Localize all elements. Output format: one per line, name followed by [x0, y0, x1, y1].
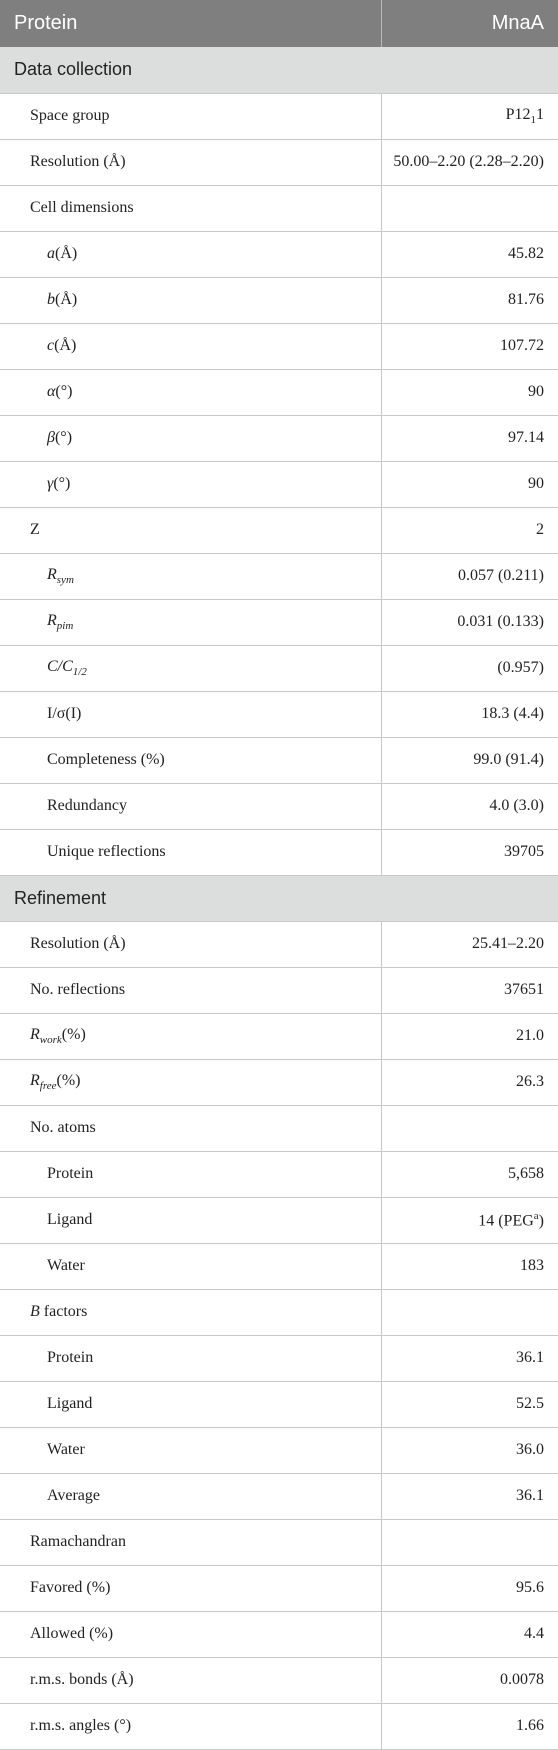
unit: (%) — [56, 1071, 81, 1089]
symbol: α — [47, 383, 56, 400]
table-row — [0, 231, 558, 277]
row-label — [0, 1289, 381, 1335]
table-row — [0, 1105, 558, 1151]
table-row — [0, 553, 558, 599]
table-row — [0, 1427, 558, 1473]
row-value — [381, 1289, 558, 1335]
row-label: Z — [0, 507, 381, 553]
value-sub: 1 — [530, 114, 536, 127]
row-label: I/σ(I) — [0, 691, 381, 737]
table-row — [0, 507, 558, 553]
value-main: 14 (PEG — [478, 1212, 534, 1230]
row-value: 4.0 (3.0) — [381, 783, 558, 829]
table-row — [0, 1473, 558, 1519]
row-label: Completeness (%) — [0, 737, 381, 783]
table-row — [0, 1381, 558, 1427]
row-label: Allowed (%) — [0, 1611, 381, 1657]
row-label: Cell dimensions — [0, 185, 381, 231]
header-mnaa: MnaA — [491, 12, 544, 34]
row-value: 97.14 — [381, 415, 558, 461]
row-value: 5,658 — [381, 1151, 558, 1197]
symbol: R — [30, 1025, 40, 1043]
unit: (%) — [61, 1025, 86, 1043]
row-value: 50.00–2.20 (2.28–2.20) — [381, 139, 558, 185]
row-value: 36.1 — [381, 1473, 558, 1519]
table-row — [0, 369, 558, 415]
symbol: b — [47, 291, 55, 308]
row-value: 0.031 (0.133) — [381, 599, 558, 645]
table-row — [0, 829, 558, 875]
row-value — [381, 1105, 558, 1151]
table-row — [0, 737, 558, 783]
row-label — [0, 599, 381, 645]
symbol: C/C — [47, 657, 73, 675]
symbol: R — [30, 1071, 40, 1089]
row-value: 36.1 — [381, 1335, 558, 1381]
row-value: 21.0 — [381, 1013, 558, 1059]
row-label: Ligand — [0, 1381, 381, 1427]
row-label: Average — [0, 1473, 381, 1519]
row-label — [0, 553, 381, 599]
table-row — [0, 1335, 558, 1381]
row-label — [0, 1059, 381, 1105]
row-value: 39705 — [381, 829, 558, 875]
row-value: 95.6 — [381, 1565, 558, 1611]
row-value — [381, 185, 558, 231]
table-row — [0, 1243, 558, 1289]
unit: (Å) — [55, 245, 78, 262]
row-label — [0, 461, 381, 507]
table-row — [0, 1013, 558, 1059]
table-row — [0, 93, 558, 139]
value-tail: ) — [538, 1212, 544, 1230]
row-label: Resolution (Å) — [0, 139, 381, 185]
row-label: Favored (%) — [0, 1565, 381, 1611]
row-label: r.m.s. bonds (Å) — [0, 1657, 381, 1703]
row-label: No. reflections — [0, 967, 381, 1013]
row-label: No. atoms — [0, 1105, 381, 1151]
table-row — [0, 323, 558, 369]
row-label: Unique reflections — [0, 829, 381, 875]
row-value: 26.3 — [381, 1059, 558, 1105]
table-row — [0, 1289, 558, 1335]
row-value: 183 — [381, 1243, 558, 1289]
row-value: 52.5 — [381, 1381, 558, 1427]
symbol: β — [47, 429, 55, 446]
subscript: work — [39, 1034, 62, 1047]
row-label: Protein — [0, 1151, 381, 1197]
section-title: Refinement — [0, 875, 558, 921]
subscript: free — [39, 1080, 57, 1093]
unit: (°) — [54, 429, 73, 446]
symbol: R — [47, 611, 57, 629]
row-label — [0, 645, 381, 691]
row-label: Ramachandran — [0, 1519, 381, 1565]
table-header-row — [0, 0, 558, 47]
row-value: 18.3 (4.4) — [381, 691, 558, 737]
symbol: a — [47, 245, 55, 262]
table-row — [0, 1197, 558, 1243]
row-label: Water — [0, 1427, 381, 1473]
row-label — [0, 1013, 381, 1059]
row-value: 90 — [381, 461, 558, 507]
row-value: 0.0078 — [381, 1657, 558, 1703]
row-value — [381, 1197, 558, 1243]
unit: (°) — [53, 475, 71, 492]
table-row — [0, 277, 558, 323]
table-row — [0, 139, 558, 185]
section-refinement — [0, 875, 558, 921]
row-value: 37651 — [381, 967, 558, 1013]
table-row — [0, 461, 558, 507]
row-value — [381, 1519, 558, 1565]
row-value — [381, 93, 558, 139]
table-row — [0, 185, 558, 231]
header-protein: Protein — [0, 0, 381, 47]
table-row — [0, 645, 558, 691]
symbol: B — [30, 1303, 40, 1320]
row-label: Resolution (Å) — [0, 921, 381, 967]
row-label — [0, 277, 381, 323]
row-value: 90 — [381, 369, 558, 415]
row-value: 25.41–2.20 — [381, 921, 558, 967]
row-value: 36.0 — [381, 1427, 558, 1473]
subscript: sym — [56, 574, 74, 587]
value-main: P12 — [505, 105, 531, 123]
row-label: r.m.s. angles (°) — [0, 1703, 381, 1749]
row-value: 81.76 — [381, 277, 558, 323]
unit: (Å) — [55, 291, 78, 308]
unit: (Å) — [54, 337, 77, 354]
table-row — [0, 691, 558, 737]
value-tail: 1 — [536, 105, 544, 123]
row-value: 99.0 (91.4) — [381, 737, 558, 783]
row-label — [0, 231, 381, 277]
row-value: 107.72 — [381, 323, 558, 369]
symbol: γ — [47, 475, 54, 492]
subscript: pim — [56, 620, 74, 633]
unit: (°) — [55, 383, 73, 400]
row-label — [0, 369, 381, 415]
table-row — [0, 1565, 558, 1611]
row-value: 4.4 — [381, 1611, 558, 1657]
subscript: 1/2 — [72, 666, 87, 679]
table-row — [0, 599, 558, 645]
row-value: 0.057 (0.211) — [381, 553, 558, 599]
table-row — [0, 1059, 558, 1105]
table-row — [0, 415, 558, 461]
row-label: Space group — [0, 93, 381, 139]
table-row — [0, 967, 558, 1013]
section-data-collection — [0, 47, 558, 93]
row-label: Water — [0, 1243, 381, 1289]
row-label: Ligand — [0, 1197, 381, 1243]
footnote-marker: a — [533, 1209, 539, 1222]
row-label: Protein — [0, 1335, 381, 1381]
row-label — [0, 323, 381, 369]
table-row — [0, 1703, 558, 1749]
table-row — [0, 1657, 558, 1703]
table-row — [0, 1611, 558, 1657]
row-label — [0, 415, 381, 461]
row-value: (0.957) — [381, 645, 558, 691]
row-value: 45.82 — [381, 231, 558, 277]
table-row — [0, 921, 558, 967]
row-value: 1.66 — [381, 1703, 558, 1749]
row-label: Redundancy — [0, 783, 381, 829]
table-row — [0, 1519, 558, 1565]
table-row — [0, 783, 558, 829]
section-title: Data collection — [0, 47, 558, 93]
symbol: R — [47, 565, 57, 583]
row-value: 2 — [381, 507, 558, 553]
symbol: c — [47, 337, 55, 354]
table-row — [0, 1151, 558, 1197]
label-text: factors — [39, 1303, 88, 1320]
